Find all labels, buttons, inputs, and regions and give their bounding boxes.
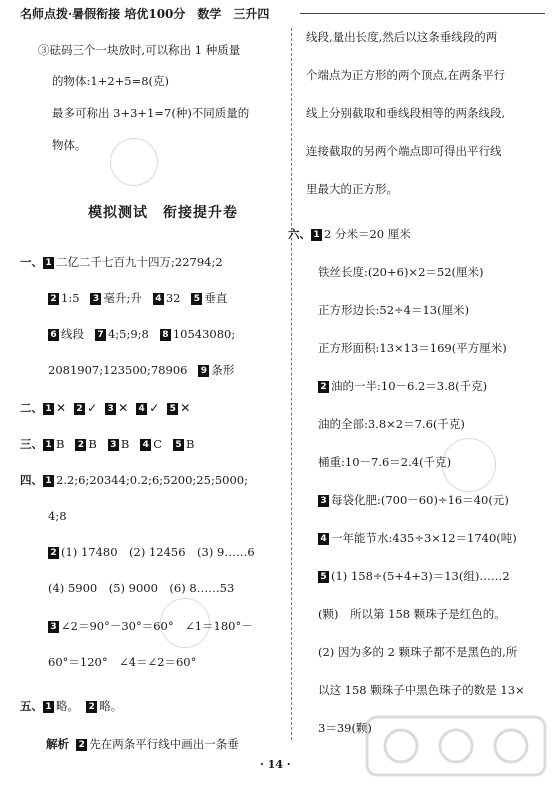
number-badge: 5 [173, 439, 184, 451]
answer-line [318, 492, 509, 508]
answer-text: 2.2;6;20344;0.2;6;5200;25;5000; [56, 473, 248, 487]
answer-line: 3＝39(颗) [318, 721, 372, 735]
right-column [288, 26, 550, 746]
answer-text: C [153, 437, 163, 451]
answer-text: 二亿二千七百九十四万;22794;2 [56, 255, 223, 269]
number-badge: 5 [318, 571, 329, 583]
answer-line [48, 618, 253, 634]
answer-line [20, 698, 122, 714]
number-badge: 2 [318, 381, 329, 393]
number-badge: 1 [43, 475, 54, 487]
answer-text: (1) 17480 (2) 12456 (3) 9……6 [61, 545, 255, 559]
answer-line [20, 472, 248, 488]
number-badge: 1 [43, 403, 54, 415]
number-badge: 9 [198, 365, 209, 377]
analysis-label: 解析 [46, 737, 69, 751]
page-number: · 14 · [260, 758, 291, 771]
stamp-icon [110, 138, 158, 186]
number-badge: 2 [76, 739, 87, 751]
number-badge: 3 [318, 495, 329, 507]
text-line: 物体。 [52, 138, 87, 152]
text-line: 线上分别截取和垂线段相等的两条线段, [306, 106, 506, 120]
answer-line: (2) 因为多的 2 颗珠子都不是黑色的,所 [318, 645, 518, 659]
answer-line: (颗) 所以第 158 颗珠子是红色的。 [318, 607, 506, 621]
header-title: 名师点拨·暑假衔接 培优100分 数学 三升四 [20, 7, 270, 21]
cross-icon: ✕ [180, 401, 191, 415]
check-icon: ✓ [87, 401, 98, 415]
answer-line [288, 226, 411, 242]
number-badge: 1 [43, 257, 54, 269]
answer-text: B [56, 437, 65, 451]
answer-line: (4) 5900 (5) 9000 (6) 8……53 [48, 581, 235, 595]
number-badge: 1 [43, 701, 54, 713]
answer-line [48, 290, 227, 306]
text-line: 最多可称出 3+3+1=7(种)不同质量的 [52, 106, 250, 120]
number-badge: 4 [318, 533, 329, 545]
text-line: ③砝码三个一块放时,可以称出 1 种质量 [38, 43, 241, 57]
answer-line [318, 568, 510, 584]
answer-text: B [186, 437, 195, 451]
text-line: 里最大的正方形。 [306, 182, 398, 196]
answer-text: 略。 [56, 699, 79, 713]
number-badge: 2 [48, 293, 59, 305]
answer-line [318, 378, 487, 394]
section-label: 五、 [20, 699, 43, 713]
number-badge: 7 [95, 329, 106, 341]
text-line: 连接截取的另两个端点即可得出平行线 [306, 144, 502, 158]
number-badge: 1 [311, 229, 322, 241]
text-line: 线段,量出长度,然后以这条垂线段的两 [306, 30, 498, 44]
answer-text: 垂直 [204, 291, 228, 305]
answer-text: B [120, 437, 130, 451]
column-divider [291, 28, 292, 740]
section-label: 一、 [20, 255, 43, 269]
number-badge: 4 [140, 439, 151, 451]
answer-line: 以这 158 颗珠子中黑色珠子的数是 13× [318, 683, 525, 697]
number-badge: 3 [108, 439, 119, 451]
analysis-text: 先在两条平行线中画出一条垂 [89, 737, 239, 751]
check-icon: ✓ [149, 401, 160, 415]
number-badge: 2 [86, 701, 97, 713]
number-badge: 5 [191, 293, 202, 305]
left-column [20, 26, 284, 751]
number-badge: 2 [74, 403, 85, 415]
answer-line: 正方形面积:13×13＝169(平方厘米) [318, 341, 507, 355]
number-badge: 3 [105, 403, 116, 415]
section-label: 三、 [20, 437, 43, 451]
answer-text: 32 [165, 291, 181, 305]
answer-line [48, 326, 235, 342]
answer-text: 略。 [99, 699, 123, 713]
answer-text: B [88, 437, 97, 451]
section-label: 二、 [20, 401, 43, 415]
answer-text: 油的一半:10－6.2＝3.8(千克) [331, 379, 488, 393]
number-badge: 6 [48, 329, 59, 341]
number-badge: 5 [167, 403, 178, 415]
number-badge: 3 [48, 621, 59, 633]
answer-line: 4;8 [48, 509, 67, 523]
number-badge: 2 [75, 439, 86, 451]
watermark-logo-icon [361, 711, 551, 781]
number-badge: 2 [48, 547, 59, 559]
answer-text: 每袋化肥:(700－60)÷16＝40(元) [331, 493, 509, 507]
answer-line: 桶重:10－7.6＝2.4(千克) [318, 455, 452, 469]
number-badge: 4 [136, 403, 147, 415]
analysis-line [46, 736, 239, 752]
number-badge: 1 [43, 439, 54, 451]
answer-text: (1) 158÷(5+4+3)＝13(组)……2 [331, 569, 510, 583]
answer-line [48, 362, 234, 378]
answer-line: 正方形边长:52÷4＝13(厘米) [318, 303, 470, 317]
answer-text: 10543080; [172, 327, 236, 341]
answer-line [48, 544, 255, 560]
answer-line: 铁丝长度:(20+6)×2＝52(厘米) [318, 265, 484, 279]
number-badge: 3 [90, 293, 101, 305]
section-label: 四、 [20, 473, 43, 487]
cross-icon: ✕ [56, 401, 67, 415]
page-header [0, 0, 559, 26]
answer-line [20, 400, 198, 416]
text-line: 个端点为正方形的两个顶点,在两条平行 [306, 68, 506, 82]
answer-text: 毫升;升 [103, 291, 142, 305]
answer-text: 线段 [61, 327, 84, 341]
cross-icon: ✕ [118, 401, 129, 415]
answer-text: 2 分米＝20 厘米 [324, 227, 411, 241]
answer-line [20, 254, 223, 270]
answer-line: 60°＝120° ∠4＝∠2＝60° [48, 655, 197, 669]
answer-text: ∠2＝90°－30°＝60° ∠1＝180°－ [61, 619, 253, 633]
answer-text: 4;5;9;8 [107, 327, 149, 341]
header-rule [300, 13, 545, 14]
section-title: 模拟测试 衔接提升卷 [88, 205, 238, 221]
answer-text: 条形 [211, 363, 235, 377]
answer-line [20, 436, 195, 452]
answer-line [318, 530, 517, 546]
answer-text: 一年能节水:435÷3×12＝1740(吨) [331, 531, 517, 545]
answer-line: 油的全部:3.8×2＝7.6(千克) [318, 417, 465, 431]
text-line: 的物体:1+2+5=8(克) [52, 74, 170, 88]
number-badge: 8 [160, 329, 171, 341]
number-badge: 4 [153, 293, 164, 305]
answer-text: 2081907;123500;78906 [48, 363, 188, 377]
answer-text: 1:5 [61, 291, 80, 305]
section-label: 六、 [288, 227, 311, 241]
